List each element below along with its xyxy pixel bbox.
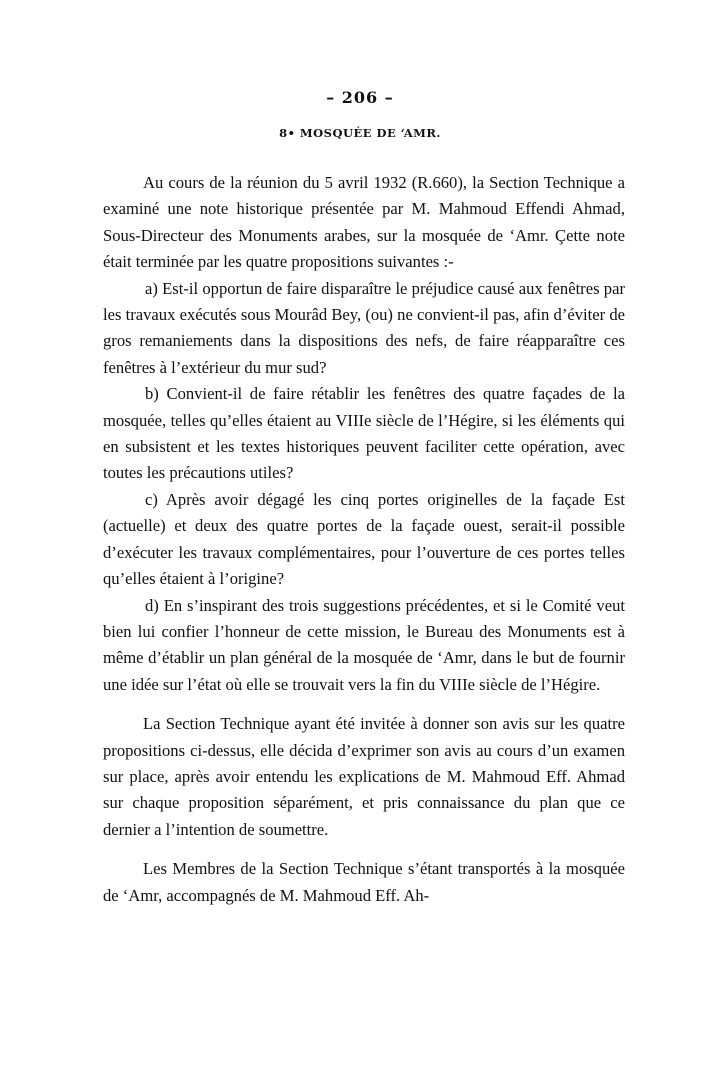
proposition-a: a) Est-il opportun de faire disparaître le préjudice causé aux fenêtres par les travaux exécutés sous Mourâd Bey, (ou) ne convient-il pas, afin d’éviter de gros remaniements dans la dispositions des nefs, de faire réapparaître ces fenêtres à l’extérieur du mur sud? [103, 278, 625, 377]
proposition-c: c) Après avoir dégagé les cinq portes originelles de la façade Est (actuelle) et deux des quatre portes de la façade ouest, serait-il possible d’exécuter les travaux complémentaires, pour l’ouverture de ces portes telles qu’elles étaient à l’origine? [103, 489, 625, 589]
proposition-b: b) Convient-il de faire rétablir les fenêtres des quatre façades de la mosquée, telles qu’elles étaient au VIIIe siècle de l’Hégire, si les éléments qui en subsistent et les textes historiques peuvent faciliter cette opération, avec toutes les précautions utiles? [103, 384, 625, 483]
section-heading: 8• MOSQUÉE DE ‘AMR. [279, 126, 441, 140]
intro-paragraph: Au cours de la réunion du 5 avril 1932 (R.660), la Section Technique a examiné une note historique présentée par M. Mahmoud Effendi Ahmad, Sous-Directeur des Monuments arabes, sur la mosquée de ‘Amr. Çette note était terminée par les quatre propositions suivantes :- [103, 173, 625, 272]
technical-section-paragraph: La Section Technique ayant été invitée à donner son avis sur les quatre propositions ci-dessus, elle décida d’exprimer son avis au cours d’un examen sur place, après avoir entendu les explications de M. Mahmoud Eff. Ahmad sur chaque proposition séparément, et pris connaissance du plan que ce dernier a l’intention de soumettre. [103, 714, 625, 839]
body-text [103, 170, 625, 909]
proposition-d: d) En s’inspirant des trois suggestions précédentes, et si le Comité veut bien lui confier l’honneur de cette mission, le Bureau des Monuments est à même d’établir un plan général de la mosquée de ‘Amr, dans le but de fournir une idée sur l’état où elle se trouvait vers la fin du VIIIe siècle de l’Hégire. [103, 595, 625, 694]
page-number: – 206 – [326, 88, 394, 107]
members-visit-paragraph: Les Membres de la Section Technique s’étant transportés à la mosquée de ‘Amr, accompagnés de M. Mahmoud Eff. Ah- [103, 859, 625, 905]
